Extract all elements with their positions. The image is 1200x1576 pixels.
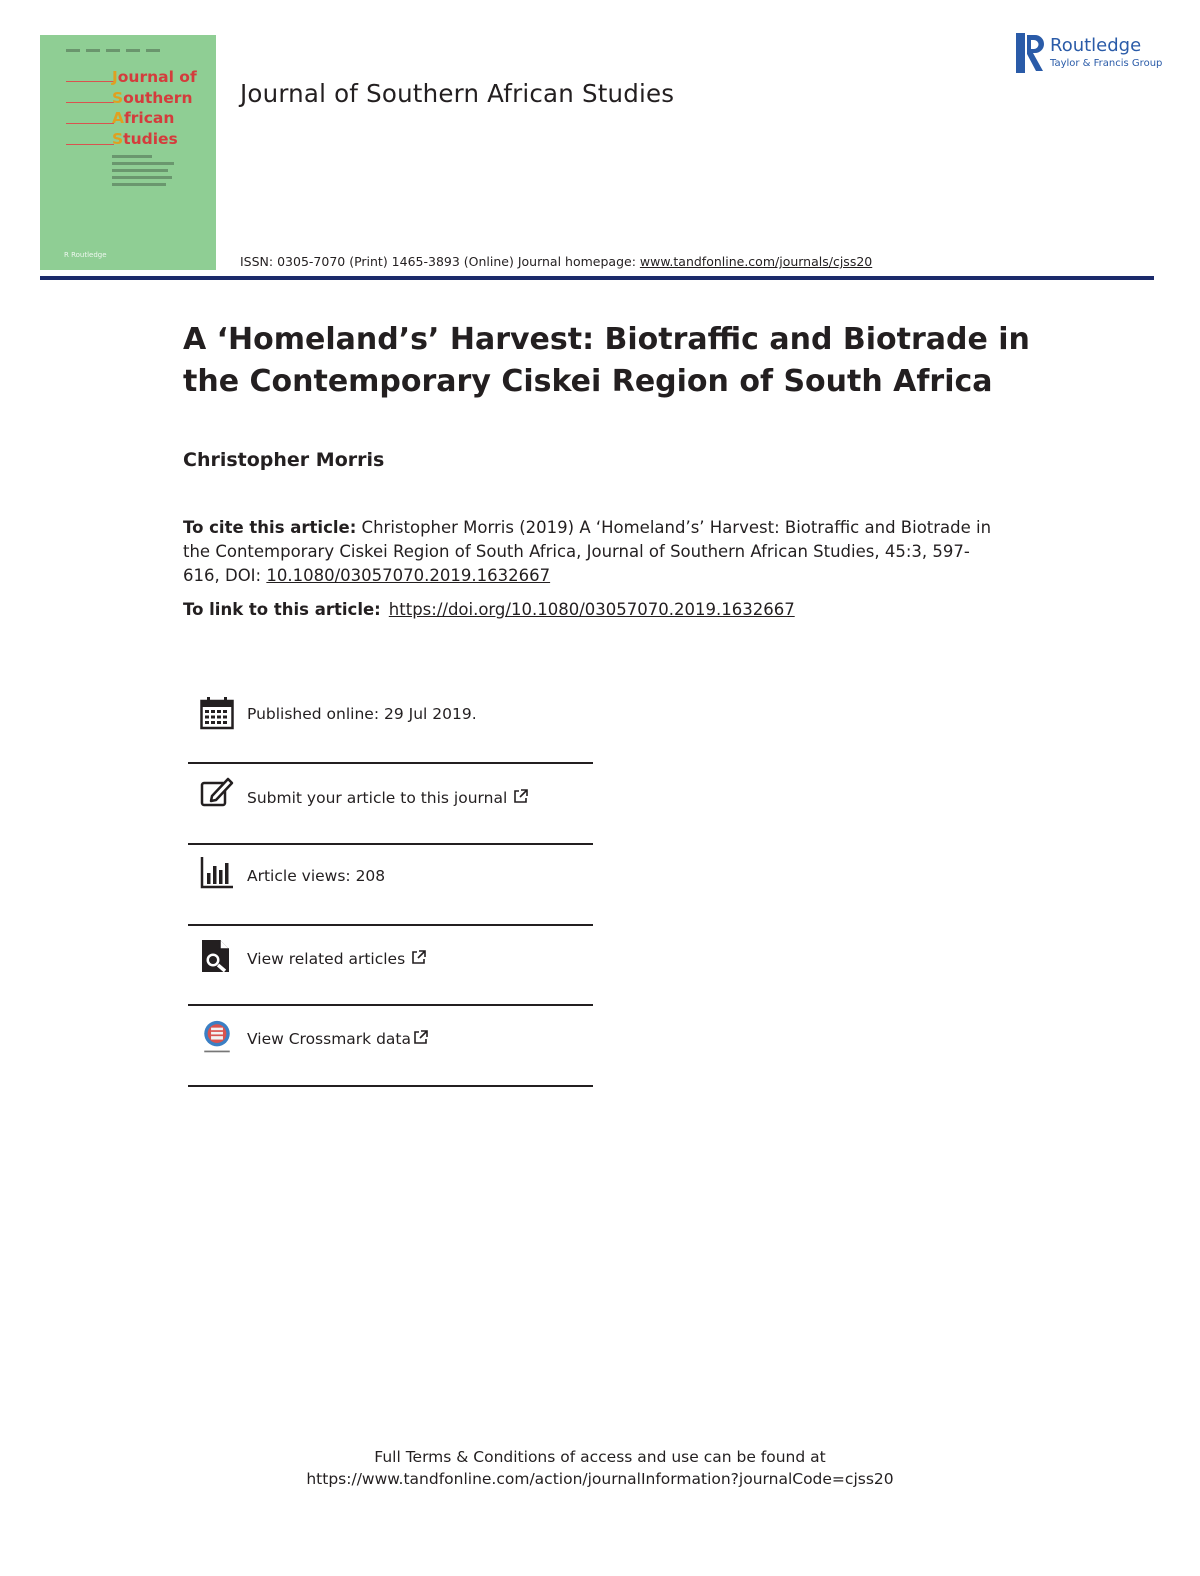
- cover-rule: [66, 81, 114, 82]
- article-doi-link[interactable]: https://doi.org/10.1080/03057070.2019.1632667: [388, 600, 795, 619]
- article-views-text: Article views: 208: [247, 867, 386, 885]
- document-search-icon: [200, 939, 234, 973]
- related-articles-row[interactable]: [188, 926, 593, 1006]
- cite-doi-link[interactable]: 10.1080/03057070.2019.1632667: [266, 566, 551, 585]
- publisher-logo[interactable]: [1016, 33, 1161, 77]
- crossmark-label: View Crossmark data: [247, 1030, 411, 1048]
- cover-title-line-1: ournal of: [117, 68, 197, 86]
- journal-homepage-link[interactable]: www.tandfonline.com/journals/cjss20: [639, 254, 873, 269]
- publisher-name: Routledge: [1050, 35, 1142, 56]
- cover-title-line-3: frican: [124, 109, 175, 127]
- routledge-logo-icon: [1016, 33, 1046, 73]
- cover-top-line: [66, 49, 166, 52]
- external-link-icon: [413, 1030, 428, 1045]
- cover-title-line-4: tudies: [123, 129, 178, 148]
- article-author: Christopher Morris: [183, 449, 385, 471]
- cite-label: To cite this article:: [183, 518, 357, 537]
- article-title: A ‘Homeland’s’ Harvest: Biotraffic and Biotrade in the Contemporary Ciskei Region of South Africa: [183, 322, 1030, 399]
- published-date-text: Published online: 29 Jul 2019.: [247, 705, 477, 723]
- terms-footer: [0, 1446, 1200, 1490]
- related-articles-label: View related articles: [247, 950, 406, 968]
- bar-chart-icon: [200, 855, 234, 889]
- cover-title-line-2: outhern: [123, 88, 193, 107]
- issn-text: ISSN: 0305-7070 (Print) 1465-3893 (Online) Journal homepage:: [240, 254, 640, 269]
- citation-block: [183, 516, 1003, 588]
- issn-line: [240, 254, 872, 269]
- published-row: [188, 680, 593, 760]
- calendar-icon: [200, 696, 234, 730]
- header-divider: [40, 276, 1154, 280]
- cite-text: Christopher Morris (2019) A ‘Homeland’s’ Harvest: Biotraffic and Biotrade in the Contemporary Ciskei Region of South Africa, Journal of Southern African Studies, 45:3, 597-616, DOI:: [183, 518, 992, 585]
- journal-name: Journal of Southern African Studies: [240, 79, 675, 108]
- cover-editors: [112, 155, 182, 190]
- submit-article-link[interactable]: [247, 789, 528, 807]
- crossmark-link[interactable]: [247, 1030, 428, 1048]
- link-label: To link to this article:: [183, 600, 381, 619]
- cover-rule: [66, 102, 114, 103]
- terms-link[interactable]: https://www.tandfonline.com/action/journalInformation?journalCode=cjss20: [306, 1470, 894, 1488]
- crossmark-icon: [200, 1020, 234, 1054]
- terms-text: Full Terms & Conditions of access and use can be found at: [374, 1448, 826, 1466]
- link-line: [183, 600, 795, 619]
- journal-cover-image: [40, 35, 216, 270]
- external-link-icon: [411, 950, 426, 965]
- cover-rule: [66, 123, 114, 124]
- edit-icon: [200, 775, 234, 809]
- cover-title: Journal of Southern African Studies: [112, 68, 197, 148]
- related-articles-link[interactable]: [247, 950, 426, 968]
- submit-article-row[interactable]: [188, 764, 593, 844]
- article-views-row: [188, 845, 593, 925]
- submit-article-label: Submit your article to this journal: [247, 789, 508, 807]
- cover-publisher-logo: R Routledge: [64, 251, 107, 259]
- external-link-icon: [513, 789, 528, 804]
- cover-rule: [66, 144, 114, 145]
- crossmark-row[interactable]: [188, 1006, 593, 1086]
- info-divider: [188, 1085, 593, 1087]
- publisher-subtitle: Taylor & Francis Group: [1050, 58, 1163, 69]
